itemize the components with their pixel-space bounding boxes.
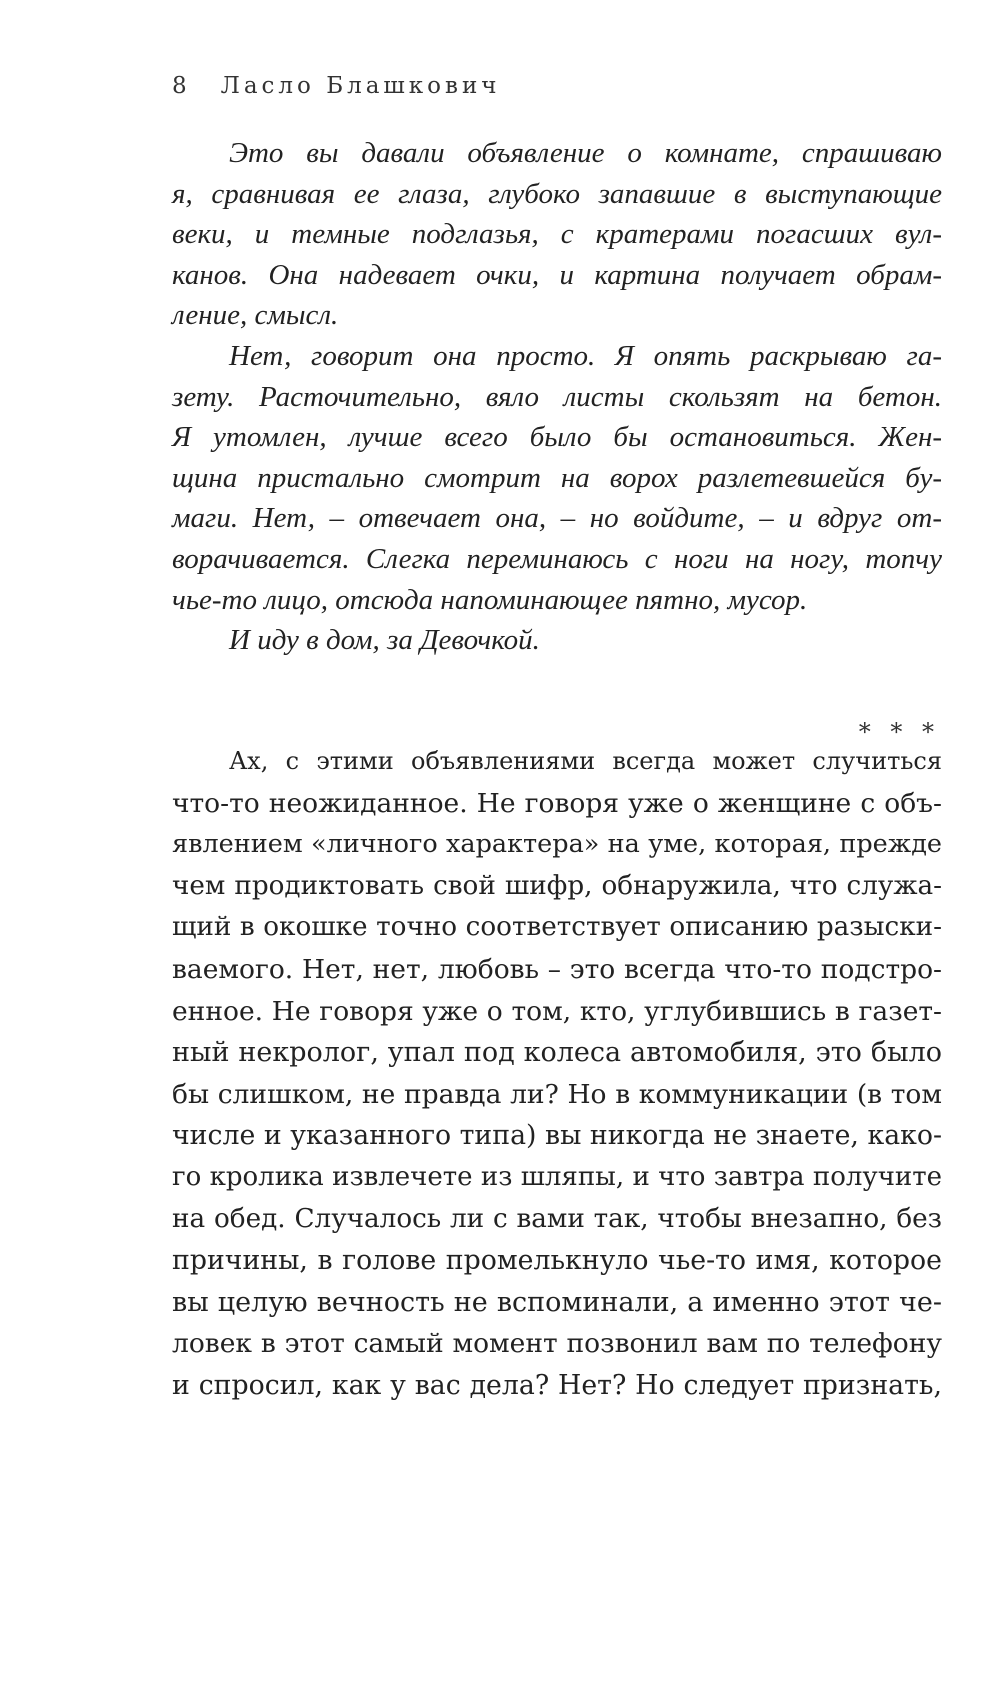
text-line: енное. Не говоря уже о том, кто, углубившись в газет-	[172, 995, 942, 1027]
text-line: числе и указанного типа) вы никогда не знаете, како-	[172, 1120, 942, 1152]
text-line: го кролика извлечете из шляпы, и что завтра получите	[172, 1161, 942, 1192]
text-line: Ах, с этими объявлениями всегда может случиться	[229, 747, 942, 775]
text-line: ворачивается. Слегка переминаюсь с ноги на ногу, топчу	[172, 542, 942, 575]
text-line: щина пристально смотрит на ворох разлетевшейся бу-	[172, 461, 942, 494]
text-line: И иду в дом, за Девочкой.	[229, 624, 540, 657]
text-line: причины, в голове промелькнуло чье-то имя, которое	[172, 1245, 942, 1277]
text-line: веки, и темные подглазья, с кратерами погасших вул-	[172, 218, 942, 251]
text-line: ление, смысл.	[172, 299, 339, 332]
text-line: вы целую вечность не вспоминали, а именно этот че-	[172, 1286, 942, 1318]
text-line: щий в окошке точно соответствует описанию разыски-	[172, 912, 942, 943]
text-line: явлением «личного характера» на уме, которая, прежде	[172, 829, 942, 860]
section-divider: * * *	[858, 718, 940, 746]
text-line: чье-то лицо, отсюда напоминающее пятно, мусор.	[172, 583, 808, 616]
text-line: Нет, говорит она просто. Я опять раскрываю га-	[229, 339, 942, 372]
text-line: ваемого. Нет, нет, любовь – это всегда что-то подстро-	[172, 953, 942, 985]
author-name: Ласло Блашкович	[220, 73, 501, 99]
text-line: чем продиктовать свой шифр, обнаружила, что служа-	[172, 870, 942, 901]
text-line: Это вы давали объявление о комнате, спрашиваю	[229, 137, 942, 169]
text-line: ный некролог, упал под колеса автомобиля, это было	[172, 1037, 942, 1069]
text-line: что-то неожиданное. Не говоря уже о женщине с объ-	[172, 787, 942, 819]
text-line: я, сравнивая ее глаза, глубоко запавшие в выступающие	[172, 177, 942, 210]
text-line: Я утомлен, лучше всего было бы остановиться. Жен-	[172, 421, 942, 454]
text-line: на обед. Случалось ли с вами так, чтобы внезапно, без	[172, 1203, 942, 1234]
italic-passage	[172, 133, 942, 661]
text-line: зету. Расточительно, вяло листы скользят на бетон.	[172, 380, 942, 413]
running-head	[172, 73, 501, 99]
text-line: бы слишком, не правда ли? Но в коммуникации (в том	[172, 1078, 942, 1110]
page-number: 8	[172, 73, 187, 99]
roman-passage	[172, 741, 942, 1407]
text-line: и спросил, как у вас дела? Нет? Но следует признать,	[172, 1369, 942, 1401]
text-line: канов. Она надевает очки, и картина получает обрам-	[172, 258, 942, 291]
text-line: ловек в этот самый момент позвонил вам по телефону	[172, 1328, 942, 1360]
text-line: маги. Нет, – отвечает она, – но войдите, – и вдруг от-	[172, 502, 942, 535]
